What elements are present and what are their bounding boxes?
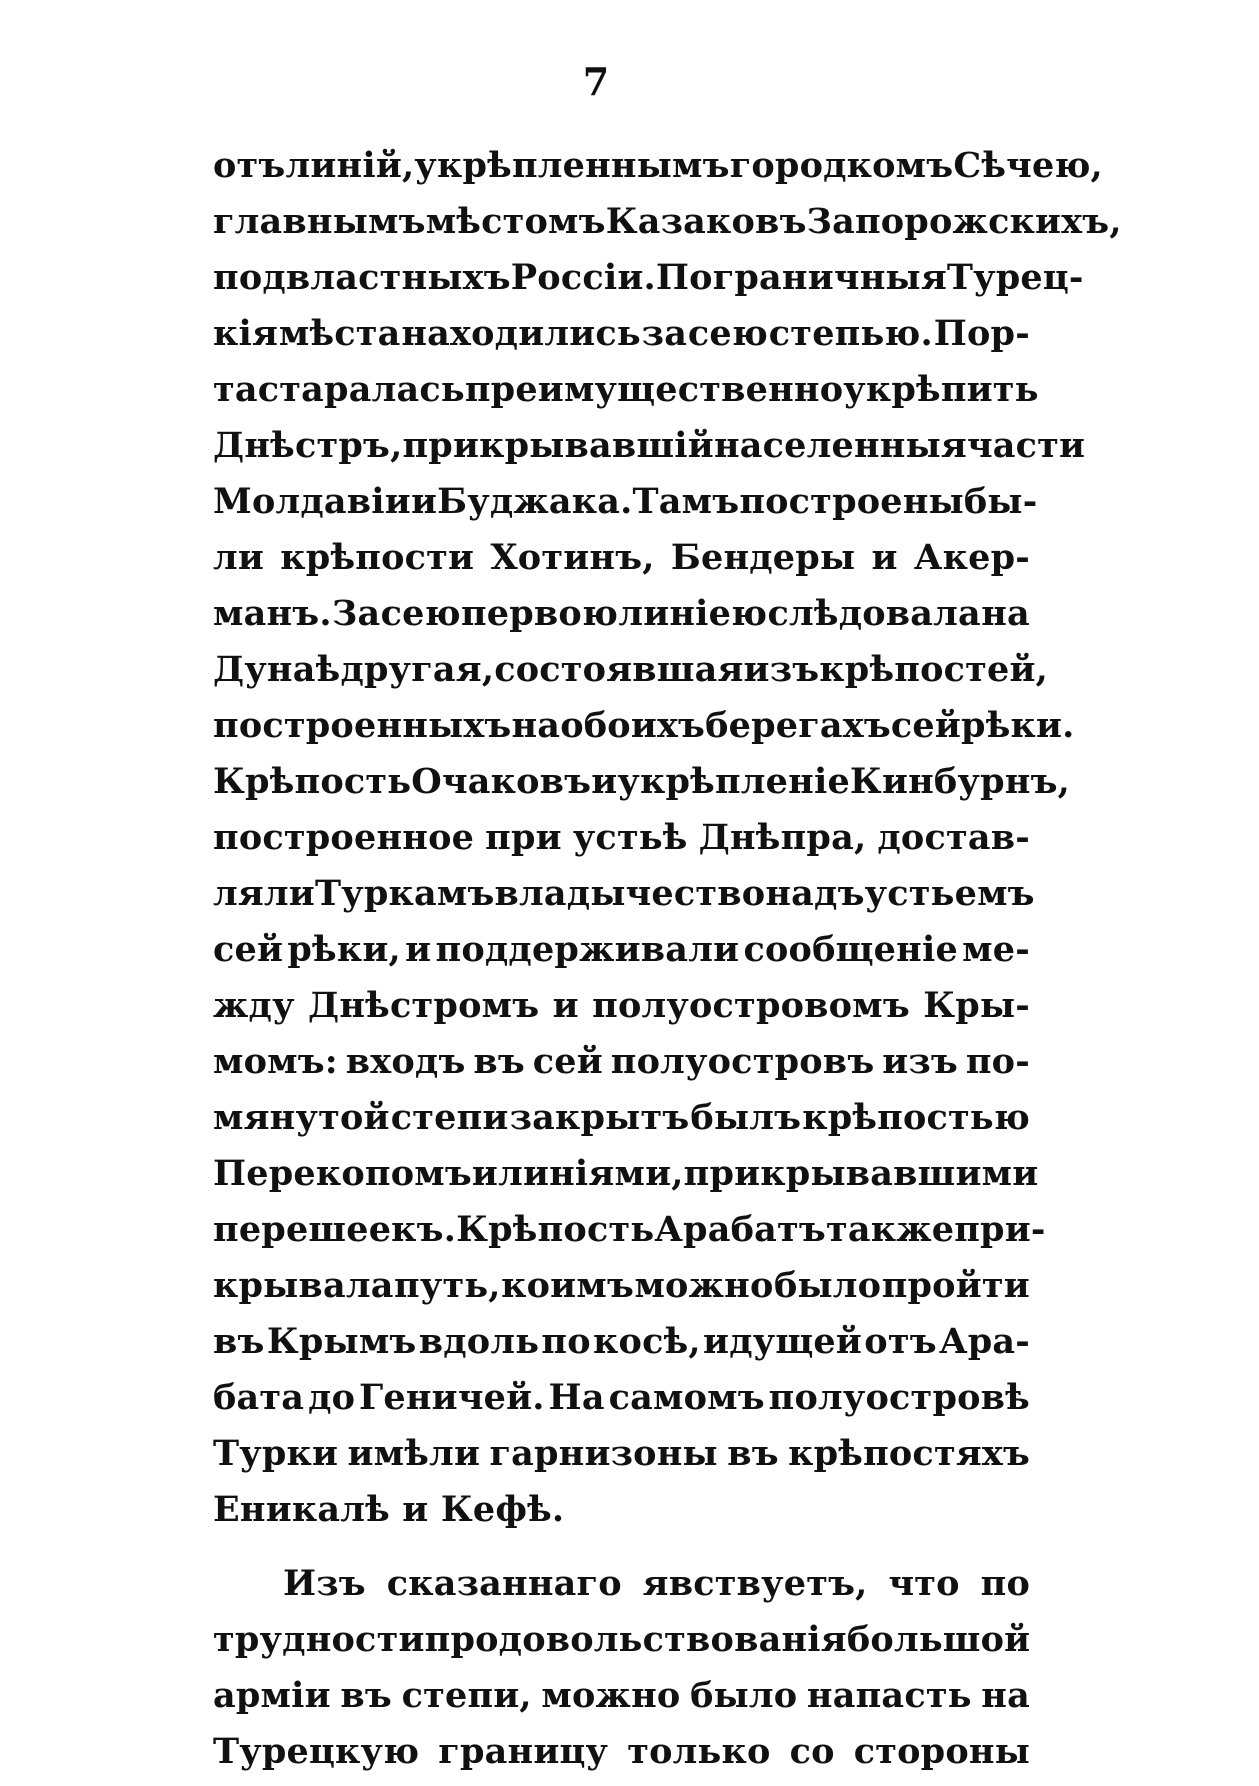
paragraph-2	[213, 1556, 1030, 1780]
word: берегахъ	[705, 705, 891, 746]
word: только	[627, 1731, 771, 1772]
word: и	[552, 985, 579, 1026]
word: крывала	[213, 1265, 394, 1306]
word: прикрывавшій	[402, 425, 714, 466]
word: состоявшая	[494, 649, 744, 690]
word: и	[591, 761, 618, 802]
word: слѣдовала	[767, 593, 981, 634]
word: прикрывавшими	[683, 1153, 1039, 1194]
word: устьѣ	[572, 817, 688, 858]
word: также	[825, 1209, 955, 1250]
word: Сѣчею,	[953, 145, 1103, 186]
word: напасть	[806, 1675, 972, 1716]
word: степью.	[768, 313, 933, 354]
word: Перекопомъ	[213, 1153, 472, 1194]
word: устьемъ	[864, 873, 1035, 914]
word: сею	[380, 593, 461, 634]
text-line	[213, 1090, 1030, 1146]
word: Акер-	[913, 537, 1030, 578]
text-line	[213, 250, 1084, 306]
word: построенныхъ	[213, 705, 512, 746]
word: укрѣпленіе	[617, 761, 850, 802]
word: Пор-	[933, 313, 1030, 354]
word: самомъ	[608, 1377, 765, 1418]
word: ляли	[213, 873, 315, 914]
text-line	[213, 418, 1086, 474]
word: Запорожскихъ,	[806, 201, 1122, 242]
word: границу	[438, 1731, 609, 1772]
text-line	[213, 1146, 1039, 1202]
word: Изъ	[283, 1563, 366, 1604]
word: явствуетъ,	[642, 1563, 868, 1604]
word: сей	[213, 929, 284, 970]
word: рѣки.	[961, 705, 1075, 746]
word: косѣ,	[593, 1321, 701, 1362]
word: ли	[213, 537, 265, 578]
word: надъ	[765, 873, 865, 914]
word: построенное	[213, 817, 475, 858]
word: манъ.	[213, 593, 332, 634]
word: мѣста	[278, 313, 401, 354]
word: Туркамъ	[314, 873, 495, 914]
word: первою	[460, 593, 619, 634]
word: изъ	[882, 1041, 958, 1082]
word: кія	[213, 313, 279, 354]
word: въ	[340, 1675, 392, 1716]
word: продовольствованія	[424, 1619, 847, 1660]
word: населенныя	[713, 425, 967, 466]
word: и	[471, 1153, 499, 1194]
word: на	[981, 593, 1030, 634]
word: сообщеніе	[743, 929, 958, 970]
text-line	[213, 474, 1038, 530]
text-line	[213, 866, 1035, 922]
word: степи	[390, 1097, 509, 1138]
word: укрѣпить	[843, 369, 1039, 410]
word: Ара-	[939, 1321, 1030, 1362]
word: со	[789, 1731, 835, 1772]
paragraph-gap	[213, 1538, 1030, 1556]
word: Дунаѣ	[213, 649, 341, 690]
text-line	[213, 810, 1030, 866]
word: старалась	[257, 369, 465, 410]
word: другая,	[340, 649, 495, 690]
word: линіями,	[498, 1153, 684, 1194]
word: изъ	[743, 649, 820, 690]
word: Крѣпость	[456, 1209, 655, 1250]
word: вдоль	[418, 1321, 540, 1362]
text-line	[213, 1556, 1030, 1612]
word: линіею	[618, 593, 768, 634]
paragraph-1	[213, 138, 1122, 1538]
word: Геничей.	[359, 1377, 545, 1418]
word: момъ:	[213, 1041, 338, 1082]
word: построены	[739, 481, 964, 522]
text-line	[213, 362, 1039, 418]
word: владычество	[494, 873, 766, 914]
word: достав-	[877, 817, 1030, 858]
word: Очаковъ	[411, 761, 592, 802]
word: по	[541, 1321, 591, 1362]
text-line	[213, 194, 1122, 250]
word: сей	[890, 705, 962, 746]
text-line	[213, 1258, 1030, 1314]
text-line	[213, 1668, 1030, 1724]
word: Пограничныя	[655, 257, 947, 298]
text-line	[213, 1426, 1030, 1482]
word: На	[548, 1377, 605, 1418]
word: и	[871, 537, 898, 578]
word: Днѣстромъ	[308, 985, 540, 1026]
word: стороны	[853, 1731, 1030, 1772]
text-line	[213, 1612, 1030, 1668]
word: полуостровъ	[610, 1041, 875, 1082]
word: Днѣпра,	[698, 817, 867, 858]
word: можно	[541, 1675, 681, 1716]
page-number: 7	[582, 59, 610, 104]
word: на	[511, 705, 561, 746]
word: Хотинъ,	[490, 537, 655, 578]
word: въ	[473, 1041, 525, 1082]
word: полуостровѣ	[768, 1377, 1030, 1418]
text-line	[213, 698, 1075, 754]
word: находились	[401, 313, 641, 354]
word: главнымъ	[213, 201, 426, 242]
word: городкомъ	[729, 145, 954, 186]
word: подвластныхъ	[213, 257, 511, 298]
text-line	[213, 1370, 1030, 1426]
word: Турки	[213, 1433, 339, 1474]
word: крѣпостью	[802, 1097, 1030, 1138]
word: по	[980, 1563, 1030, 1604]
text-line	[213, 1724, 1030, 1780]
word: крѣпости	[280, 537, 475, 578]
word: поддерживали	[435, 929, 740, 970]
word: сказаннаго	[386, 1563, 622, 1604]
word: полуостровомъ	[592, 985, 910, 1026]
word: линій,	[285, 145, 415, 186]
text-line	[213, 138, 1103, 194]
word: былъ	[690, 1097, 802, 1138]
text-line	[213, 754, 1071, 810]
word: ме-	[962, 929, 1030, 970]
word: Россіи.	[510, 257, 656, 298]
word: при	[485, 817, 562, 858]
text-line: Еникалѣ и Кефѣ.	[213, 1489, 565, 1530]
word: бата	[213, 1377, 305, 1418]
word: арміи	[213, 1675, 331, 1716]
word: и	[405, 929, 432, 970]
word: было	[690, 1675, 798, 1716]
word: Буджака.	[437, 481, 633, 522]
text-line	[213, 586, 1030, 642]
text-line	[213, 1202, 1046, 1258]
word: путь,	[394, 1265, 501, 1306]
word: и	[410, 481, 438, 522]
word: при-	[954, 1209, 1046, 1250]
word: закрытъ	[509, 1097, 690, 1138]
word: пройти	[881, 1265, 1030, 1306]
word: за	[641, 313, 688, 354]
word: большой	[846, 1619, 1031, 1660]
word: Днѣстръ,	[213, 425, 403, 466]
word: Кинбурнъ,	[849, 761, 1071, 802]
word: сей	[532, 1041, 603, 1082]
word: Арабатъ	[654, 1209, 826, 1250]
word: коимъ	[501, 1265, 634, 1306]
word: было	[773, 1265, 882, 1306]
word: бы-	[963, 481, 1038, 522]
word: идущей	[703, 1321, 863, 1362]
text-line	[213, 530, 1030, 586]
word: трудности	[213, 1619, 425, 1660]
word: можно	[634, 1265, 774, 1306]
word: части	[966, 425, 1086, 466]
word: укрѣпленнымъ	[414, 145, 730, 186]
text-line	[213, 306, 1030, 362]
word: та	[213, 369, 258, 410]
word: Турецкую	[213, 1731, 420, 1772]
word: крѣпостяхъ	[788, 1433, 1030, 1474]
word: по-	[965, 1041, 1030, 1082]
word: Турец-	[946, 257, 1084, 298]
word: Крымъ	[266, 1321, 417, 1362]
word: Бендеры	[670, 537, 856, 578]
word: Крѣпость	[213, 761, 412, 802]
word: крѣпостей,	[819, 649, 1049, 690]
word: обоихъ	[560, 705, 706, 746]
text-line	[213, 1314, 1030, 1370]
word: перешеекъ.	[213, 1209, 457, 1250]
word: Кры-	[923, 985, 1030, 1026]
word: гарнизоны	[489, 1433, 718, 1474]
word: преимущественно	[464, 369, 844, 410]
word: въ	[213, 1321, 265, 1362]
text-line	[213, 1034, 1030, 1090]
body-text	[213, 138, 1122, 1780]
word: до	[308, 1377, 356, 1418]
word: имѣли	[347, 1433, 481, 1474]
word: мѣстомъ	[425, 201, 606, 242]
word: рѣки,	[287, 929, 401, 970]
word: отъ	[213, 145, 286, 186]
word: степи,	[401, 1675, 532, 1716]
word: Молдавіи	[213, 481, 411, 522]
word: За	[332, 593, 381, 634]
text-line	[213, 922, 1030, 978]
text-line	[213, 978, 1030, 1034]
word: входъ	[345, 1041, 466, 1082]
word: Казаковъ	[605, 201, 807, 242]
word: отъ	[864, 1321, 937, 1362]
word: Тамъ	[632, 481, 740, 522]
word: что	[888, 1563, 960, 1604]
word: въ	[727, 1433, 779, 1474]
word: на	[981, 1675, 1030, 1716]
word: мянутой	[213, 1097, 390, 1138]
text-line	[213, 642, 1049, 698]
word: сею	[687, 313, 768, 354]
word: жду	[213, 985, 295, 1026]
